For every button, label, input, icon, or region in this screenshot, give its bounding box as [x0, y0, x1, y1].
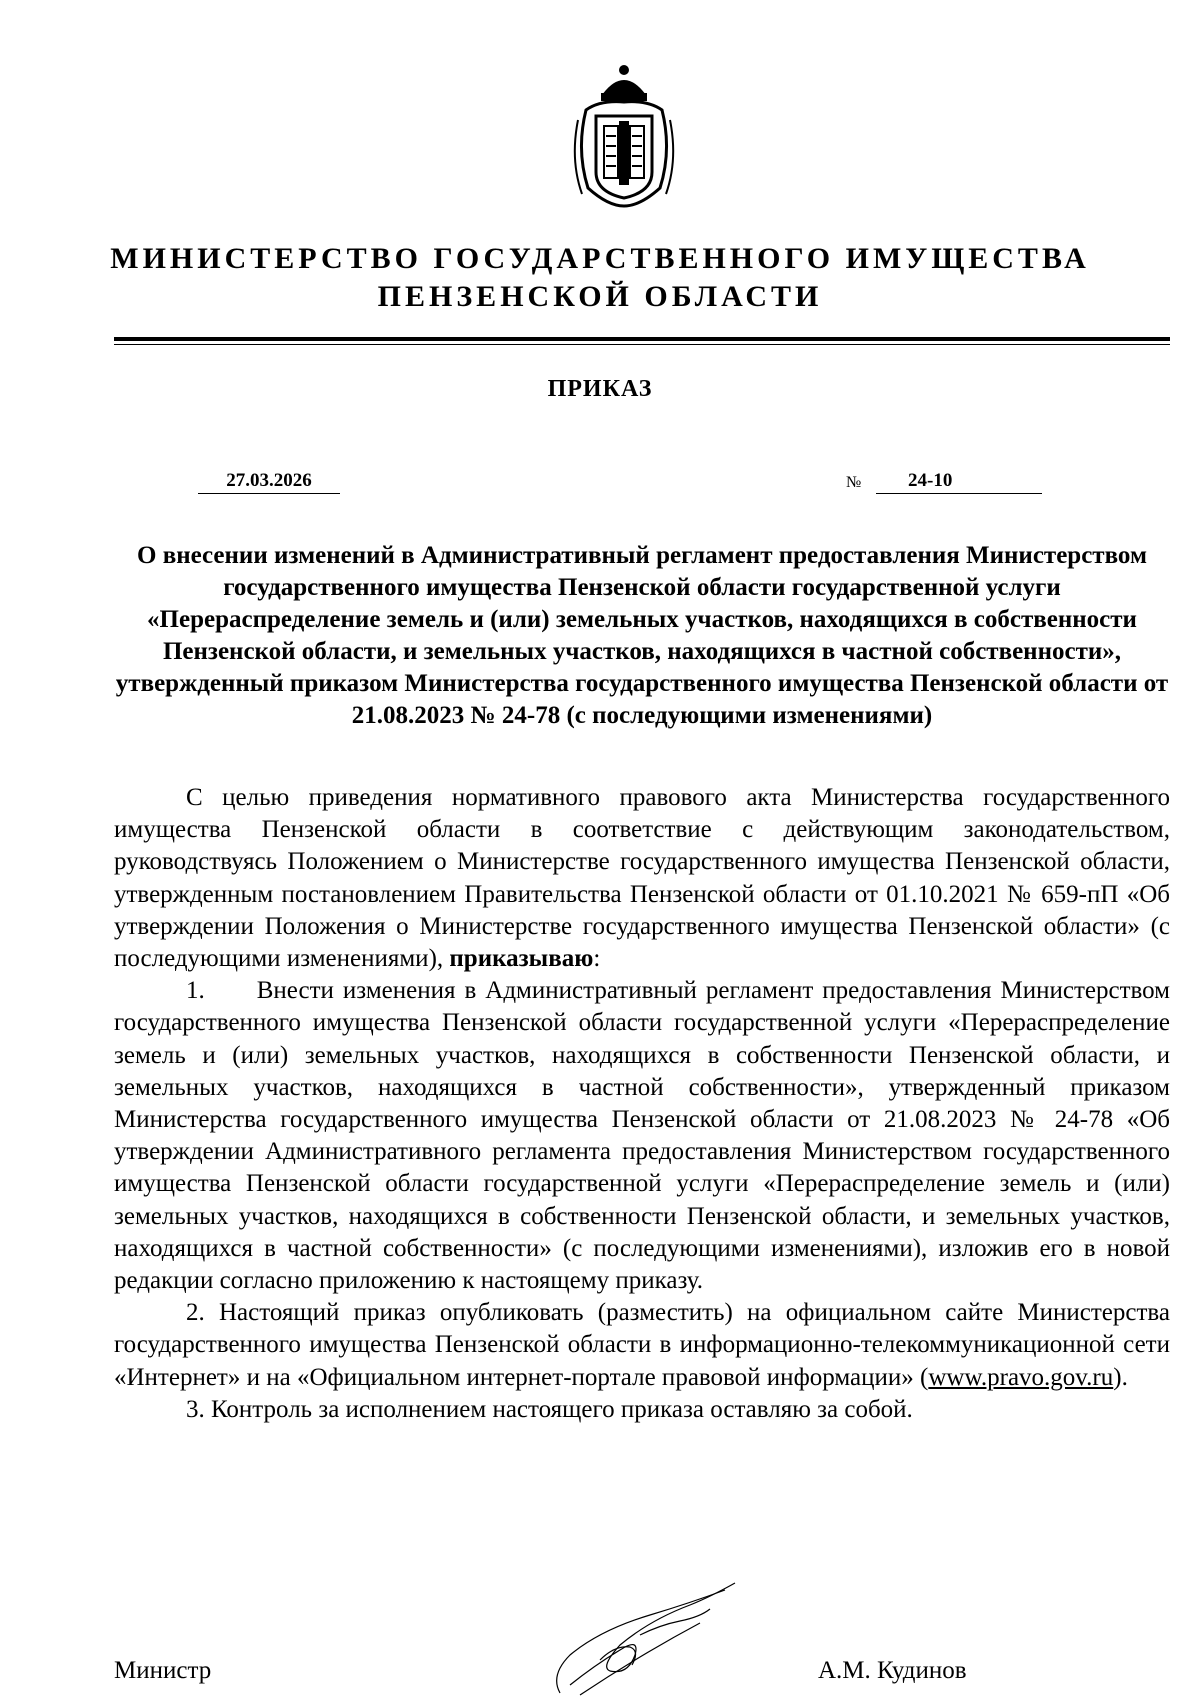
- item-1-paragraph: [114, 975, 1170, 1297]
- org-name-line1: МИНИСТЕРСТВО ГОСУДАРСТВЕННОГО ИМУЩЕСТВА: [110, 242, 1090, 275]
- order-subject: О внесении изменений в Административный регламент предоставления Министерством государственного имущества Пензенской области государственной услуги «Перераспределение земель и (или) земельных участков, находящихся в собственности Пензенской области, и земельных участков, находящихся в частной собственности», утвержденный приказом Министерства государственного имущества Пензенской области от 21.08.2023 № 24-78 (с последующими изменениями): [115, 542, 1169, 729]
- item-3-paragraph: 3. Контроль за исполнением настоящего приказа оставляю за собой.: [186, 1395, 913, 1423]
- number-sign: №: [846, 474, 862, 491]
- pravo-link[interactable]: www.pravo.gov.ru: [928, 1363, 1114, 1391]
- preamble-end: :: [593, 945, 601, 973]
- coat-of-arms-icon: [568, 60, 680, 210]
- item-2-text: 2. Настоящий приказ опубликовать (разместить) на официальном сайте Министерства государственного имущества Пензенской области в информационно-телекоммуникационной сети «Интернет» и на «Официальном интернет-портале правовой информации» (: [114, 1299, 1170, 1391]
- order-date: 27.03.2026: [198, 470, 340, 494]
- preamble-paragraph: [114, 782, 1170, 975]
- header-divider: [114, 337, 1170, 341]
- header-divider-thin: [114, 344, 1170, 345]
- preamble-text: С целью приведения нормативного правового акта Министерства государственного имущества Пензенской области в соответствие с действующим законодательством, руководствуясь Положением о Министерстве государственного имущества Пензенской области, утвержденным постановлением Правительства Пензенской области от 01.10.2021 № 659-пП «Об утверждении Положения о Министерстве государственного имущества Пензенской области» (с последующими изменениями),: [114, 784, 1170, 973]
- item-1-text: Внести изменения в Административный регламент предоставления Министерством государственного имущества Пензенской области государственной услуги «Перераспределение земель и (или) земельных участков, находящихся в собственности Пензенской области, и земельных участков, находящихся в частной собственности», утвержденный приказом Министерства государственного имущества Пензенской области от 21.08.2023 № 24-78 «Об утверждении Административного регламента предоставления Министерством государственного имущества Пензенской области государственной услуги «Перераспределение земель и (или) земельных участков, находящихся в собственности Пензенской области, и земельных участков, находящихся в частной собственности» (с последующими изменениями), изложив его в новой редакции согласно приложению к настоящему приказу.: [114, 977, 1170, 1295]
- org-name-line2: ПЕНЗЕНСКОЙ ОБЛАСТИ: [377, 280, 823, 313]
- document-body: [114, 782, 1170, 1426]
- order-number-field: [876, 470, 1042, 494]
- handwritten-signature-icon: [540, 1575, 750, 1698]
- signer-position: Министр: [114, 1657, 212, 1684]
- document-title: ПРИКАЗ: [547, 376, 653, 402]
- item-2-paragraph: [114, 1297, 1170, 1394]
- item-1-number: 1.: [186, 977, 205, 1005]
- signer-name: А.М. Кудинов: [818, 1657, 967, 1684]
- order-word: приказываю: [449, 945, 594, 973]
- item-2-end: ).: [1113, 1363, 1128, 1391]
- order-number: 24-10: [908, 470, 953, 491]
